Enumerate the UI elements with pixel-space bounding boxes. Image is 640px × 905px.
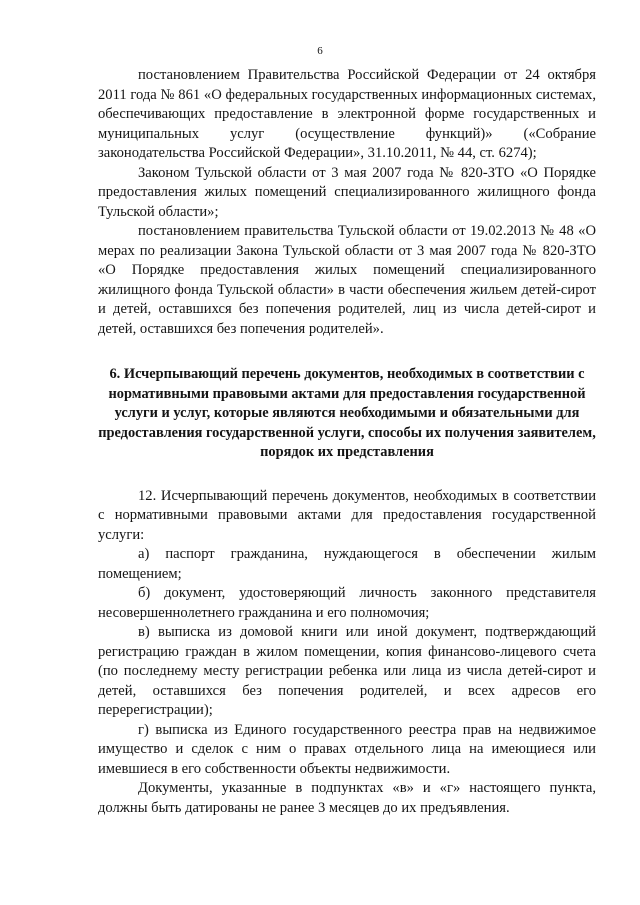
section-heading: 6. Исчерпывающий перечень документов, необходимых в соответствии с нормативными правовыми актами для предоставления государственной услуги и услуг, которые являются необходимыми и обязательными для предоставления государственной услуги, способы их получения заявителем, порядок их представления <box>98 366 596 460</box>
document-body <box>98 66 596 818</box>
list-item-v-house-register-extract: в) выписка из домовой книги или иной документ, подтверждающий регистрацию граждан в жилом помещении, копия финансово-лицевого счета (по последнему месту регистрации ребенка или лица из числа детей-сирот и детей, оставшихся без попечения родителей, и всех адресов его перерегистрации); <box>98 624 596 718</box>
paragraph-tula-law: Законом Тульской области от 3 мая 2007 года № 820-ЗТО «О Порядке предоставления жилых помещений специализированного жилищного фонда Тульской области»; <box>98 164 596 220</box>
paragraph-item-12: 12. Исчерпывающий перечень документов, необходимых в соответствии с нормативными правовыми актами для предоставления государственной услуги: <box>98 487 596 543</box>
list-item-g-property-register-extract: г) выписка из Единого государственного реестра прав на недвижимое имущество и сделок с ним о правах отдельного лица на имеющиеся или имевшиеся в его собственности объекты недвижимости. <box>98 721 596 777</box>
page-number: 6 <box>317 45 323 57</box>
paragraph-document-dating: Документы, указанные в подпунктах «в» и «г» настоящего пункта, должны быть датированы не ранее 3 месяцев до их предъявления. <box>98 780 596 816</box>
list-item-b-identity-document: б) документ, удостоверяющий личность законного представителя несовершеннолетнего гражданина и его полномочия; <box>98 585 596 621</box>
paragraph-tula-decree: постановлением правительства Тульской области от 19.02.2013 № 48 «О мерах по реализации Закона Тульской области от 3 мая 2007 года № 820-ЗТО «О Порядке предоставления жилых помещений специализированного жилищного фонда Тульской области» в части обеспечения жильем детей-сирот и детей, оставшихся без попечения родителей, лиц из числа детей-сирот и детей, оставшихся без попечения родителей». <box>98 223 596 337</box>
list-item-a-passport: а) паспорт гражданина, нуждающегося в обеспечении жилым помещением; <box>98 546 596 582</box>
paragraph-federal-decree: постановлением Правительства Российской Федерации от 24 октября 2011 года № 861 «О федеральных государственных информационных системах, обеспечивающих предоставление в электронной форме государственных и муниципальных услуг (осуществление функций)» («Собрание законодательства Российской Федерации», 31.10.2011, № 44, ст. 6274); <box>98 67 596 161</box>
